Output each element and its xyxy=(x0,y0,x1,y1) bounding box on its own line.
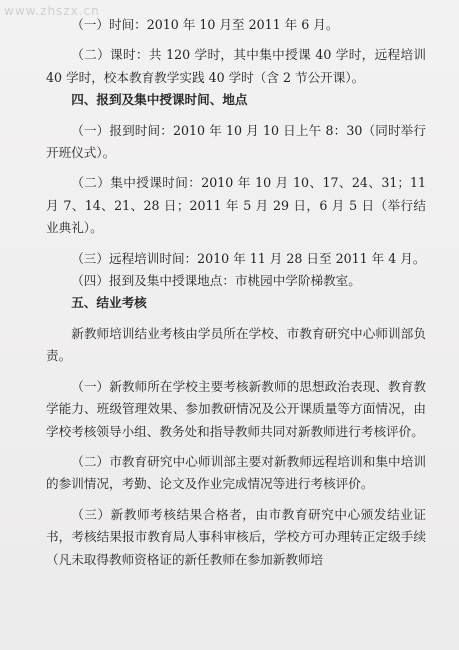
paragraph-remote-time: （三）远程培训时间：2010 年 11 月 28 日至 2011 年 4 月。 xyxy=(71,250,426,266)
paragraph-center-assessment: （二）市教育研究中心师训部主要对新教师远程培训和集中培训的参训情况，考勤、论文及作业完成情况等进行考核评价。 xyxy=(46,453,426,492)
paragraph-hours: （二）课时：共 120 学时，其中集中授课 40 学时，远程培训 40 学时，校本教育教学实践 40 学时（含 2 节公开课）。 xyxy=(46,47,426,85)
paragraph-school-assessment: （一）新教师所在学校主要考核新教师的思想政治表现、教育教学能力、班级管理效果、参加教研情况及公开课质量等方面情况，由学校考核领导小组、教务处和指导教师共同对新教师进行考核评价。 xyxy=(46,378,426,439)
paragraph-session-dates: （二）集中授课时间：2010 年 10 月 10、17、24、31；11 月 7、14、21、28 日；2011 年 5 月 29 日，6 月 5 日（举行结业典礼）。 xyxy=(46,175,426,236)
paragraph-assessment-intro: 新教师培训结业考核由学员所在学校、市教育研究中心师训部负责。 xyxy=(46,325,426,364)
paragraph-time: （一）时间：2010 年 10 月至 2011 年 6 月。 xyxy=(71,17,339,32)
document-body xyxy=(46,14,426,571)
watermark-text: www.zhszx.cn xyxy=(4,4,100,18)
paragraph-location: （四）报到及集中授课地点：市桃园中学阶梯教室。 xyxy=(71,273,361,289)
section-heading-4: 四、报到及集中授课时间、地点 xyxy=(71,92,248,108)
paragraph-report-time: （一）报到时间：2010 年 10 月 10 日上午 8：30（同时举行开班仪式）。 xyxy=(46,122,426,161)
section-heading-5: 五、结业考核 xyxy=(71,295,147,311)
paragraph-certificate: （三）新教师考核结果合格者，由市教育研究中心颁发结业证书，考核结果报市教育局人事科审核后，学校方可办理转正定级手续（凡未取得教师资格证的新任教师在参加新教师培 xyxy=(46,506,426,567)
